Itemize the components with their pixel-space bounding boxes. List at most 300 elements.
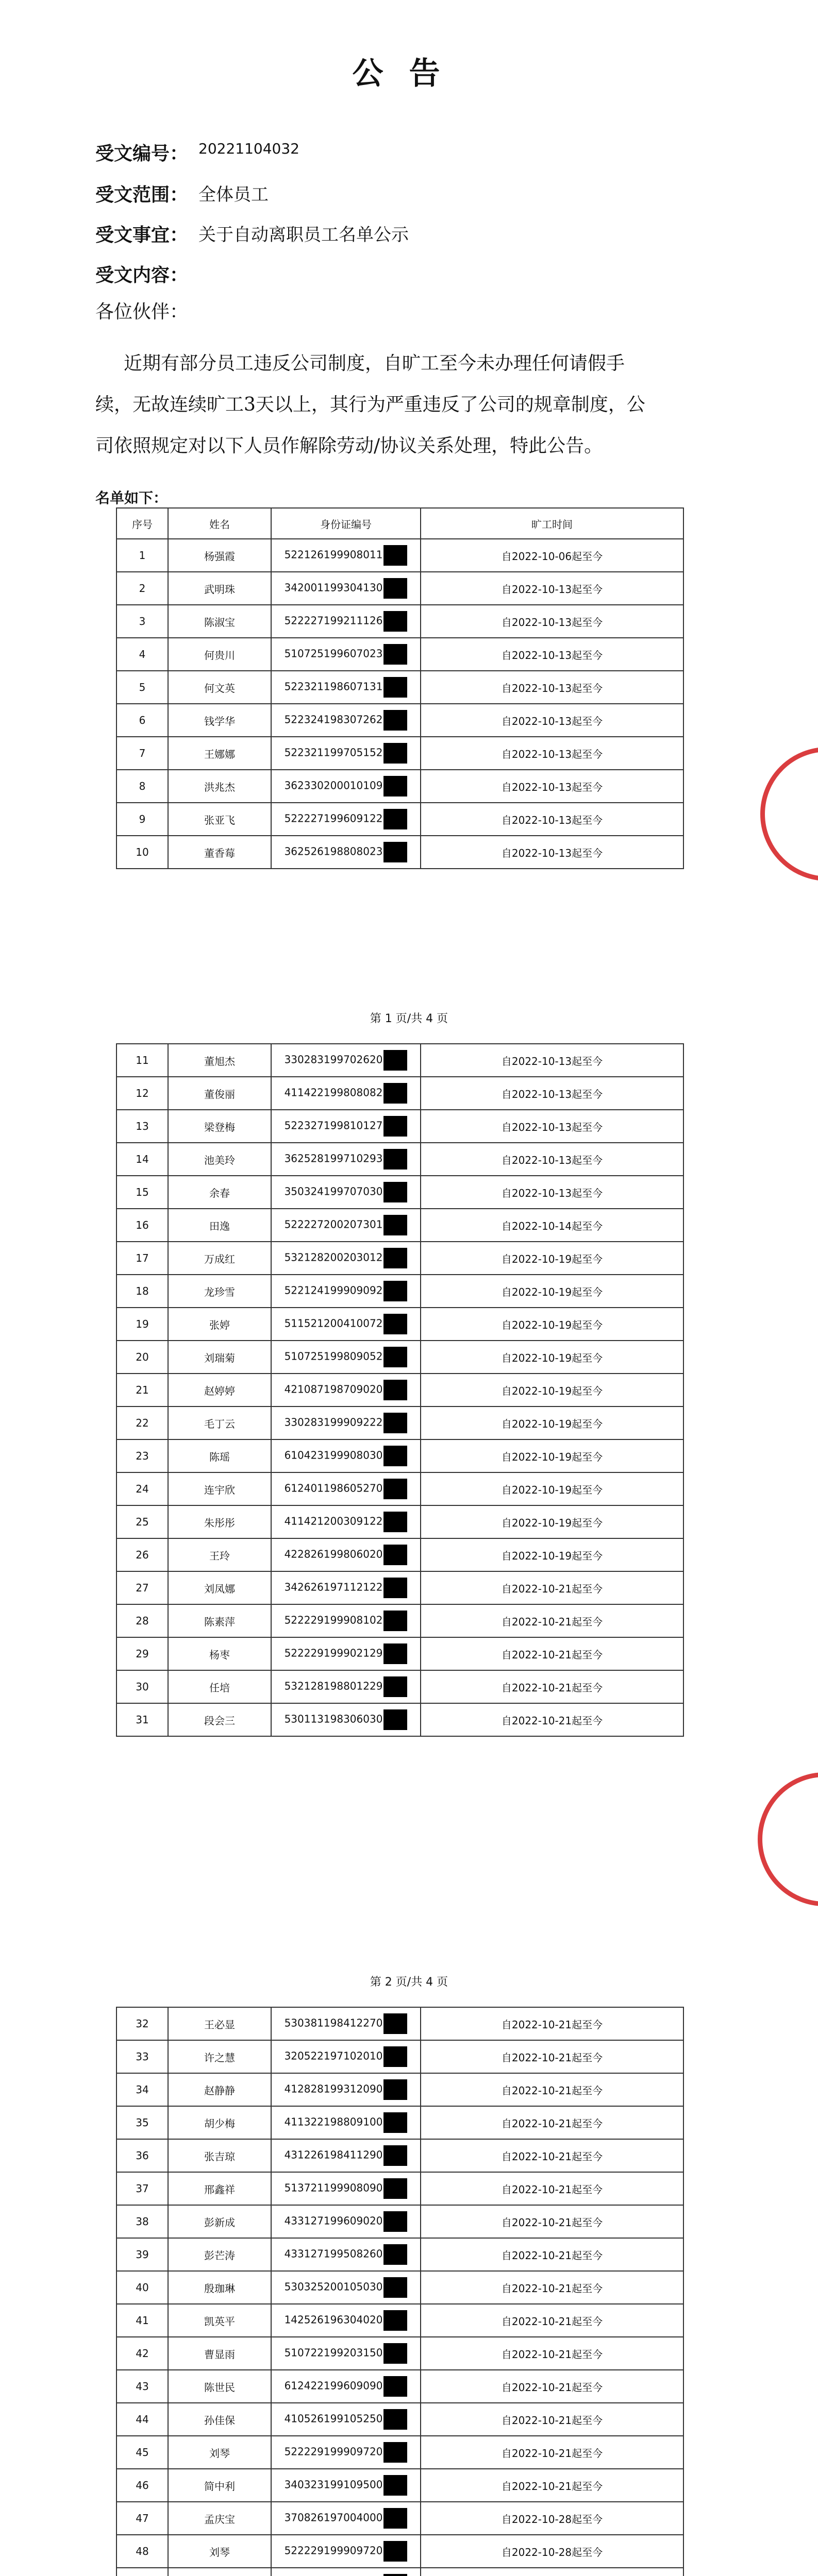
row-id-text: 612422199609090 [284,2379,383,2392]
staff-table-page-2 [116,1043,684,1737]
row-id-text: 412828199312090 [284,2082,383,2095]
redaction-block [383,2574,407,2576]
row-date: 自2022-10-19起至今 [421,1439,683,1472]
row-seq: 28 [116,1604,168,1637]
redaction-block [383,1347,407,1367]
row-name: 钱学华 [168,704,271,737]
row-id [271,2370,421,2403]
row-id-text: 522229199902129 [284,1647,383,1659]
redaction-block [383,2079,407,2100]
row-date: 自2022-10-21起至今 [421,2238,683,2271]
row-seq: 3 [116,605,168,638]
redaction-block [383,2277,407,2298]
row-date: 自2022-10-21起至今 [421,2139,683,2172]
table-row [116,1703,683,1736]
redaction-block [383,776,407,796]
table-row [116,1176,683,1209]
redaction-block [383,1149,407,1170]
row-id [271,671,421,704]
row-name: 田逸 [168,1209,271,1242]
row-name: 孙佳保 [168,2403,271,2436]
meta-label-scope: 受文范围： [95,184,189,206]
redaction-block [383,1380,407,1400]
row-name: 孟庆宝 [168,2502,271,2535]
row-seq: 22 [116,1406,168,1439]
row-seq: 19 [116,1308,168,1341]
row-date: 自2022-10-21起至今 [421,2172,683,2205]
row-id-text: 510725199607023 [284,647,383,660]
row-name: 陈世民 [168,2370,271,2403]
row-name: 彭新成 [168,2205,271,2238]
row-id [271,1110,421,1143]
row-id-text: 530381198412270 [284,2016,383,2029]
row-date: 自2022-10-14起至今 [421,1209,683,1242]
row-id [271,1505,421,1538]
row-name: 刘琴 [168,2535,271,2568]
row-id-text: 433127199508260 [284,2247,383,2260]
meta-label-number: 受文编号： [95,143,189,164]
row-id-text: 530325200105030 [284,2280,383,2293]
row-id [271,2238,421,2271]
row-seq: 25 [116,1505,168,1538]
table-row [116,1472,683,1505]
table-row [116,1538,683,1571]
row-name: 陈瑶 [168,1439,271,1472]
row-id-text: 350324199707030 [284,1185,383,1198]
row-name: 简中利 [168,2469,271,2502]
table-row [116,638,683,671]
row-name: 刘凤娜 [168,1571,271,1604]
row-date: 自2022-10-28起至今 [421,2502,683,2535]
row-id [271,1209,421,1242]
page-label: 第 2 页/共 4 页 [370,1976,448,1989]
row-seq: 17 [116,1242,168,1275]
row-date: 自2022-10-06起至今 [421,539,683,572]
row-name: 董俊丽 [168,1077,271,1110]
row-seq: 42 [116,2337,168,2370]
row-seq: 38 [116,2205,168,2238]
row-name: 张婷 [168,1308,271,1341]
row-name: 邢鑫祥 [168,2172,271,2205]
row-name: 王必显 [168,2007,271,2040]
redaction-block [383,578,407,599]
row-id-text: 342626197112122 [284,1581,383,1594]
row-date: 自2022-10-13起至今 [421,638,683,671]
redaction-block [383,1116,407,1137]
row-id-text: 411322198809100 [284,2115,383,2128]
row-id [271,2436,421,2469]
row-date: 自2022-10-21起至今 [421,2370,683,2403]
row-id-text: 522321199705152 [284,746,383,759]
row-name: 杨强霞 [168,539,271,572]
row-date [421,2568,683,2576]
redaction-block [383,1248,407,1268]
redaction-block [383,1215,407,1235]
row-id [271,1077,421,1110]
row-id [271,2337,421,2370]
row-date: 自2022-10-21起至今 [421,1670,683,1703]
table-row [116,1143,683,1176]
meta-value-number: 20221104032 [198,140,299,157]
row-date: 自2022-10-21起至今 [421,2436,683,2469]
row-id-text: 431226198411290 [284,2148,383,2161]
table-row [116,2040,683,2073]
table-row [116,1110,683,1143]
row-seq: 35 [116,2106,168,2139]
body-line-3: 司依照规定对以下人员作解除劳动/协议关系处理，特此公告。 [95,435,603,456]
row-name: 彭芒涛 [168,2238,271,2271]
row-id-text: 610423199908030 [284,1449,383,1462]
row-date: 自2022-10-21起至今 [421,1637,683,1670]
redaction-block [383,2541,407,2562]
row-id [271,638,421,671]
row-id-text: 362526198808023 [284,845,383,858]
row-date: 自2022-10-21起至今 [421,2469,683,2502]
table-row [116,2073,683,2106]
row-name: 龙珍雪 [168,1275,271,1308]
row-date: 自2022-10-19起至今 [421,1242,683,1275]
table-row [116,2568,683,2576]
row-date: 自2022-10-21起至今 [421,2073,683,2106]
edge-seal-fragment [758,1772,818,1906]
row-id-text: 532128200203012 [284,1251,383,1264]
row-name: 毛丁云 [168,1406,271,1439]
row-id-text: 370826197004000 [284,2511,383,2524]
row-id-text: 340323199109500 [284,2478,383,2491]
table-row [116,1604,683,1637]
row-name: 王娜娜 [168,737,271,770]
row-seq: 16 [116,1209,168,1242]
row-date: 自2022-10-13起至今 [421,737,683,770]
row-id [271,2007,421,2040]
table-row [116,1571,683,1604]
table-row [116,539,683,572]
row-id [271,1406,421,1439]
row-date: 自2022-10-28起至今 [421,2535,683,2568]
row-id-text: 522229199909720 [284,2445,383,2458]
row-name: 余春 [168,1176,271,1209]
redaction-block [383,842,407,862]
row-date: 自2022-10-13起至今 [421,1077,683,1110]
table-header-row [116,508,683,539]
redaction-block [383,2145,407,2166]
row-seq: 31 [116,1703,168,1736]
page-title: 公告 [352,56,466,92]
redaction-block [383,677,407,698]
redaction-block [383,2046,407,2067]
redaction-block [383,710,407,731]
row-id [271,1670,421,1703]
table-row [116,2238,683,2271]
row-id [271,2139,421,2172]
row-date: 自2022-10-21起至今 [421,1571,683,1604]
row-id [271,1275,421,1308]
redaction-block [383,1479,407,1499]
redaction-block [383,743,407,764]
row-seq: 43 [116,2370,168,2403]
row-id [271,1538,421,1571]
row-id [271,770,421,803]
row-name: 殷珈琳 [168,2271,271,2304]
redaction-block [383,1281,407,1301]
row-name: 许之慧 [168,2040,271,2073]
row-id-text: 522229199909720 [284,2544,383,2557]
table-row [116,1637,683,1670]
row-id [271,2271,421,2304]
row-seq: 12 [116,1077,168,1110]
row-name: 刘瑞菊 [168,1341,271,1374]
row-id-text: 522124199909092 [284,1284,383,1297]
row-id [271,2502,421,2535]
table-row [116,737,683,770]
row-seq: 47 [116,2502,168,2535]
meta-label-subject: 受文事宜： [95,224,189,246]
row-seq: 20 [116,1341,168,1374]
row-id-text: 511521200410072 [284,1317,383,1330]
redaction-block [383,2376,407,2397]
row-date: 自2022-10-13起至今 [421,1176,683,1209]
row-id [271,2469,421,2502]
row-name: 胡少梅 [168,2106,271,2139]
redaction-block [383,2409,407,2430]
row-name: 赵婷婷 [168,1374,271,1406]
redaction-block [383,2475,407,2496]
row-seq: 7 [116,737,168,770]
row-date: 自2022-10-21起至今 [421,2337,683,2370]
table-row [116,770,683,803]
row-id [271,539,421,572]
page-label: 第 1 页/共 4 页 [370,1012,448,1025]
row-id-text: 433127199609020 [284,2214,383,2227]
table-row [116,1374,683,1406]
row-id [271,1637,421,1670]
redaction-block [383,644,407,665]
table-row [116,704,683,737]
row-seq: 14 [116,1143,168,1176]
row-id-text: 320522197102010 [284,2049,383,2062]
row-id [271,2568,421,2576]
table-row [116,2337,683,2370]
redaction-block [383,2343,407,2364]
greeting: 各位伙伴： [95,301,189,323]
row-seq: 37 [116,2172,168,2205]
meta-label-content: 受文内容： [95,264,189,286]
row-name: 武明珠 [168,572,271,605]
row-name: 池美玲 [168,1143,271,1176]
row-name: 梁登梅 [168,1110,271,1143]
row-date: 自2022-10-21起至今 [421,2403,683,2436]
row-id-text: 522227199609122 [284,812,383,825]
row-id [271,2040,421,2073]
row-id [271,1044,421,1077]
row-id-text: 532128198801229 [284,1680,383,1692]
row-id [271,605,421,638]
row-date: 自2022-10-13起至今 [421,1044,683,1077]
row-id [271,1439,421,1472]
redaction-block [383,2244,407,2265]
row-name: 杨枣 [168,1637,271,1670]
row-name: 董香莓 [168,836,271,869]
row-date: 自2022-10-21起至今 [421,2304,683,2337]
row-date: 自2022-10-21起至今 [421,2205,683,2238]
row-name: 段会三 [168,1703,271,1736]
table-row [116,1242,683,1275]
row-id-text: 530113198306030 [284,1713,383,1725]
row-name: 万成红 [168,1242,271,1275]
redaction-block [383,1578,407,1598]
table-row [116,1406,683,1439]
row-id [271,572,421,605]
row-seq: 40 [116,2271,168,2304]
row-date: 自2022-10-21起至今 [421,1703,683,1736]
row-date: 自2022-10-13起至今 [421,770,683,803]
row-name: 陈淑宝 [168,605,271,638]
row-seq: 24 [116,1472,168,1505]
row-date: 自2022-10-21起至今 [421,1604,683,1637]
row-seq: 39 [116,2238,168,2271]
row-id [271,2535,421,2568]
row-id-text: 330283199909222 [284,1416,383,1429]
row-id [271,803,421,836]
row-id [271,836,421,869]
row-seq: 8 [116,770,168,803]
row-name: 何贵川 [168,638,271,671]
redaction-block [383,1413,407,1433]
table-row [116,2271,683,2304]
table-row [116,2403,683,2436]
row-id [271,1703,421,1736]
body-line-2: 续，无故连续旷工3天以上，其行为严重违反了公司的规章制度，公 [95,394,645,415]
row-name: 张吉琼 [168,2139,271,2172]
row-date: 自2022-10-19起至今 [421,1374,683,1406]
row-id-text: 342001199304130 [284,581,383,594]
row-seq: 41 [116,2304,168,2337]
row-seq: 32 [116,2007,168,2040]
row-id [271,1176,421,1209]
list-title: 名单如下： [95,489,168,506]
redaction-block [383,2442,407,2463]
row-id-text: 510722199203150 [284,2346,383,2359]
row-seq: 34 [116,2073,168,2106]
table-row [116,572,683,605]
header-id: 身份证编号 [271,508,421,539]
redaction-block [383,2013,407,2034]
row-date: 自2022-10-21起至今 [421,2040,683,2073]
redaction-block [383,1676,407,1697]
row-id [271,704,421,737]
row-id [271,1242,421,1275]
row-id-text: 142526196304020 [284,2313,383,2326]
row-id [271,2205,421,2238]
table-row [116,2502,683,2535]
table-row [116,1505,683,1538]
row-id [271,2106,421,2139]
row-date: 自2022-10-19起至今 [421,1505,683,1538]
row-id-text: 421087198709020 [284,1383,383,1396]
row-date: 自2022-10-13起至今 [421,803,683,836]
row-name: 赵静静 [168,2073,271,2106]
table-row [116,1077,683,1110]
redaction-block [383,1545,407,1565]
edge-seal-fragment [760,747,818,881]
redaction-block [383,2112,407,2133]
row-date: 自2022-10-13起至今 [421,1143,683,1176]
table-row [116,2007,683,2040]
row-seq: 45 [116,2436,168,2469]
table-row [116,1209,683,1242]
row-seq: 4 [116,638,168,671]
table-row [116,2205,683,2238]
row-date: 自2022-10-21起至今 [421,2106,683,2139]
row-seq: 33 [116,2040,168,2073]
redaction-block [383,1182,407,1202]
staff-table-page-1 [116,507,684,869]
row-seq: 2 [116,572,168,605]
redaction-block [383,2508,407,2529]
row-date: 自2022-10-13起至今 [421,671,683,704]
row-seq: 26 [116,1538,168,1571]
row-id [271,1341,421,1374]
table-row [116,2304,683,2337]
row-id-text: 410526199105250 [284,2412,383,2425]
row-id [271,2073,421,2106]
header-seq: 序号 [116,508,168,539]
row-seq: 18 [116,1275,168,1308]
row-seq: 44 [116,2403,168,2436]
row-id-text: 411421200309122 [284,1515,383,1528]
meta-value-subject: 关于自动离职员工名单公示 [198,225,409,245]
row-id-text: 522229199908102 [284,1614,383,1626]
table-row [116,1044,683,1077]
row-seq: 15 [116,1176,168,1209]
table-row [116,2106,683,2139]
redaction-block [383,1083,407,1104]
row-date: 自2022-10-13起至今 [421,836,683,869]
table-row [116,2436,683,2469]
row-seq: 5 [116,671,168,704]
row-id-text: 422826199806020 [284,1548,383,1561]
row-id-text: 522327199810127 [284,1119,383,1132]
row-name: 连宇欣 [168,1472,271,1505]
table-row [116,1341,683,1374]
row-id-text: 362330200010109 [284,779,383,792]
redaction-block [383,2178,407,2199]
row-date: 自2022-10-21起至今 [421,2007,683,2040]
row-name: 朱彤彤 [168,1505,271,1538]
row-seq: 23 [116,1439,168,1472]
table-row [116,2469,683,2502]
row-date: 自2022-10-19起至今 [421,1308,683,1341]
row-seq: 36 [116,2139,168,2172]
body-line-1: 近期有部分员工违反公司制度，自旷工至今未办理任何请假手 [124,353,625,374]
row-date: 自2022-10-19起至今 [421,1406,683,1439]
row-id [271,1604,421,1637]
table-row [116,836,683,869]
redaction-block [383,1512,407,1532]
row-id-text: 330283199702620 [284,1053,383,1066]
table-row [116,2535,683,2568]
table-row [116,2172,683,2205]
row-date: 自2022-10-13起至今 [421,1110,683,1143]
row-id-text: 411422199808082 [284,1086,383,1099]
row-date: 自2022-10-13起至今 [421,572,683,605]
row-name [168,2568,271,2576]
row-date: 自2022-10-19起至今 [421,1341,683,1374]
table-row [116,1275,683,1308]
row-seq: 30 [116,1670,168,1703]
row-id-text: 522126199908011 [284,548,383,561]
table-row [116,1308,683,1341]
